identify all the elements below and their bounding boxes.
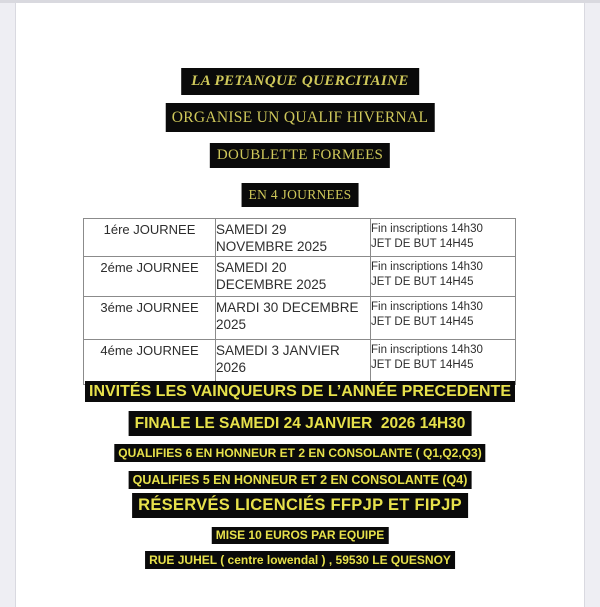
info-line2: JET DE BUT 14H45 — [371, 275, 474, 288]
journee-info — [371, 219, 516, 257]
banner-finale: FINALE LE SAMEDI 24 JANVIER 2026 14H30 — [129, 411, 472, 436]
info-line1: Fin inscriptions 14h30 — [371, 300, 483, 313]
table-row — [84, 296, 516, 339]
journee-label: 3éme JOURNEE — [84, 296, 216, 339]
table-row — [84, 256, 516, 296]
date-line1: SAMEDI 3 JANVIER — [216, 342, 340, 358]
journee-date — [216, 296, 371, 339]
date-line2: 2026 — [216, 359, 247, 375]
date-line2: 2025 — [216, 316, 247, 332]
journee-info — [371, 256, 516, 296]
journee-date — [216, 339, 371, 384]
banner-invites-vainqueurs: INVITÉS LES VAINQUEURS DE L’ANNÉE PRECEDENTE — [85, 381, 515, 402]
info-line2: JET DE BUT 14H45 — [371, 237, 474, 250]
banner-mise: MISE 10 EUROS PAR EQUIPE — [212, 527, 389, 544]
date-line2: DECEMBRE 2025 — [216, 276, 327, 292]
info-line1: Fin inscriptions 14h30 — [371, 260, 483, 273]
date-line1: SAMEDI 29 — [216, 222, 287, 237]
date-line1: MARDI 30 DECEMBRE — [216, 299, 359, 315]
info-line2: JET DE BUT 14H45 — [371, 358, 474, 371]
page-left-margin — [0, 0, 16, 607]
banner-club-name: LA PETANQUE QUERCITAINE — [181, 68, 419, 95]
page-top-edge — [0, 0, 600, 3]
date-line2: NOVEMBRE 2025 — [216, 238, 328, 254]
journee-info — [371, 296, 516, 339]
banner-organise: ORGANISE UN QUALIF HIVERNAL — [166, 103, 435, 132]
banner-qualifies-q4: QUALIFIES 5 EN HONNEUR ET 2 EN CONSOLANTE (Q4) — [129, 471, 472, 489]
journee-date — [216, 219, 371, 257]
info-line1: Fin inscriptions 14h30 — [371, 223, 483, 235]
banner-reserves-licencies: RÉSERVÉS LICENCIÉS FFPJP ET FIPJP — [132, 493, 468, 518]
journee-date — [216, 256, 371, 296]
journee-info — [371, 339, 516, 384]
journee-label: 1ére JOURNEE — [84, 219, 216, 257]
banner-en-4-journees: EN 4 JOURNEES — [242, 183, 359, 207]
date-line1: SAMEDI 20 — [216, 259, 287, 275]
table-row — [84, 219, 516, 257]
info-line2: JET DE BUT 14H45 — [371, 315, 474, 328]
table-row — [84, 339, 516, 384]
page-right-margin — [584, 0, 600, 607]
banner-doublette-formees: DOUBLETTE FORMEES — [210, 143, 390, 168]
banner-qualifies-q123: QUALIFIES 6 EN HONNEUR ET 2 EN CONSOLANTE ( Q1,Q2,Q3) — [114, 444, 485, 462]
schedule-table — [83, 218, 516, 385]
journee-label: 2éme JOURNEE — [84, 256, 216, 296]
info-line1: Fin inscriptions 14h30 — [371, 343, 483, 356]
banner-adresse: RUE JUHEL ( centre lowendal ) , 59530 LE QUESNOY — [145, 551, 455, 569]
journee-label: 4éme JOURNEE — [84, 339, 216, 384]
